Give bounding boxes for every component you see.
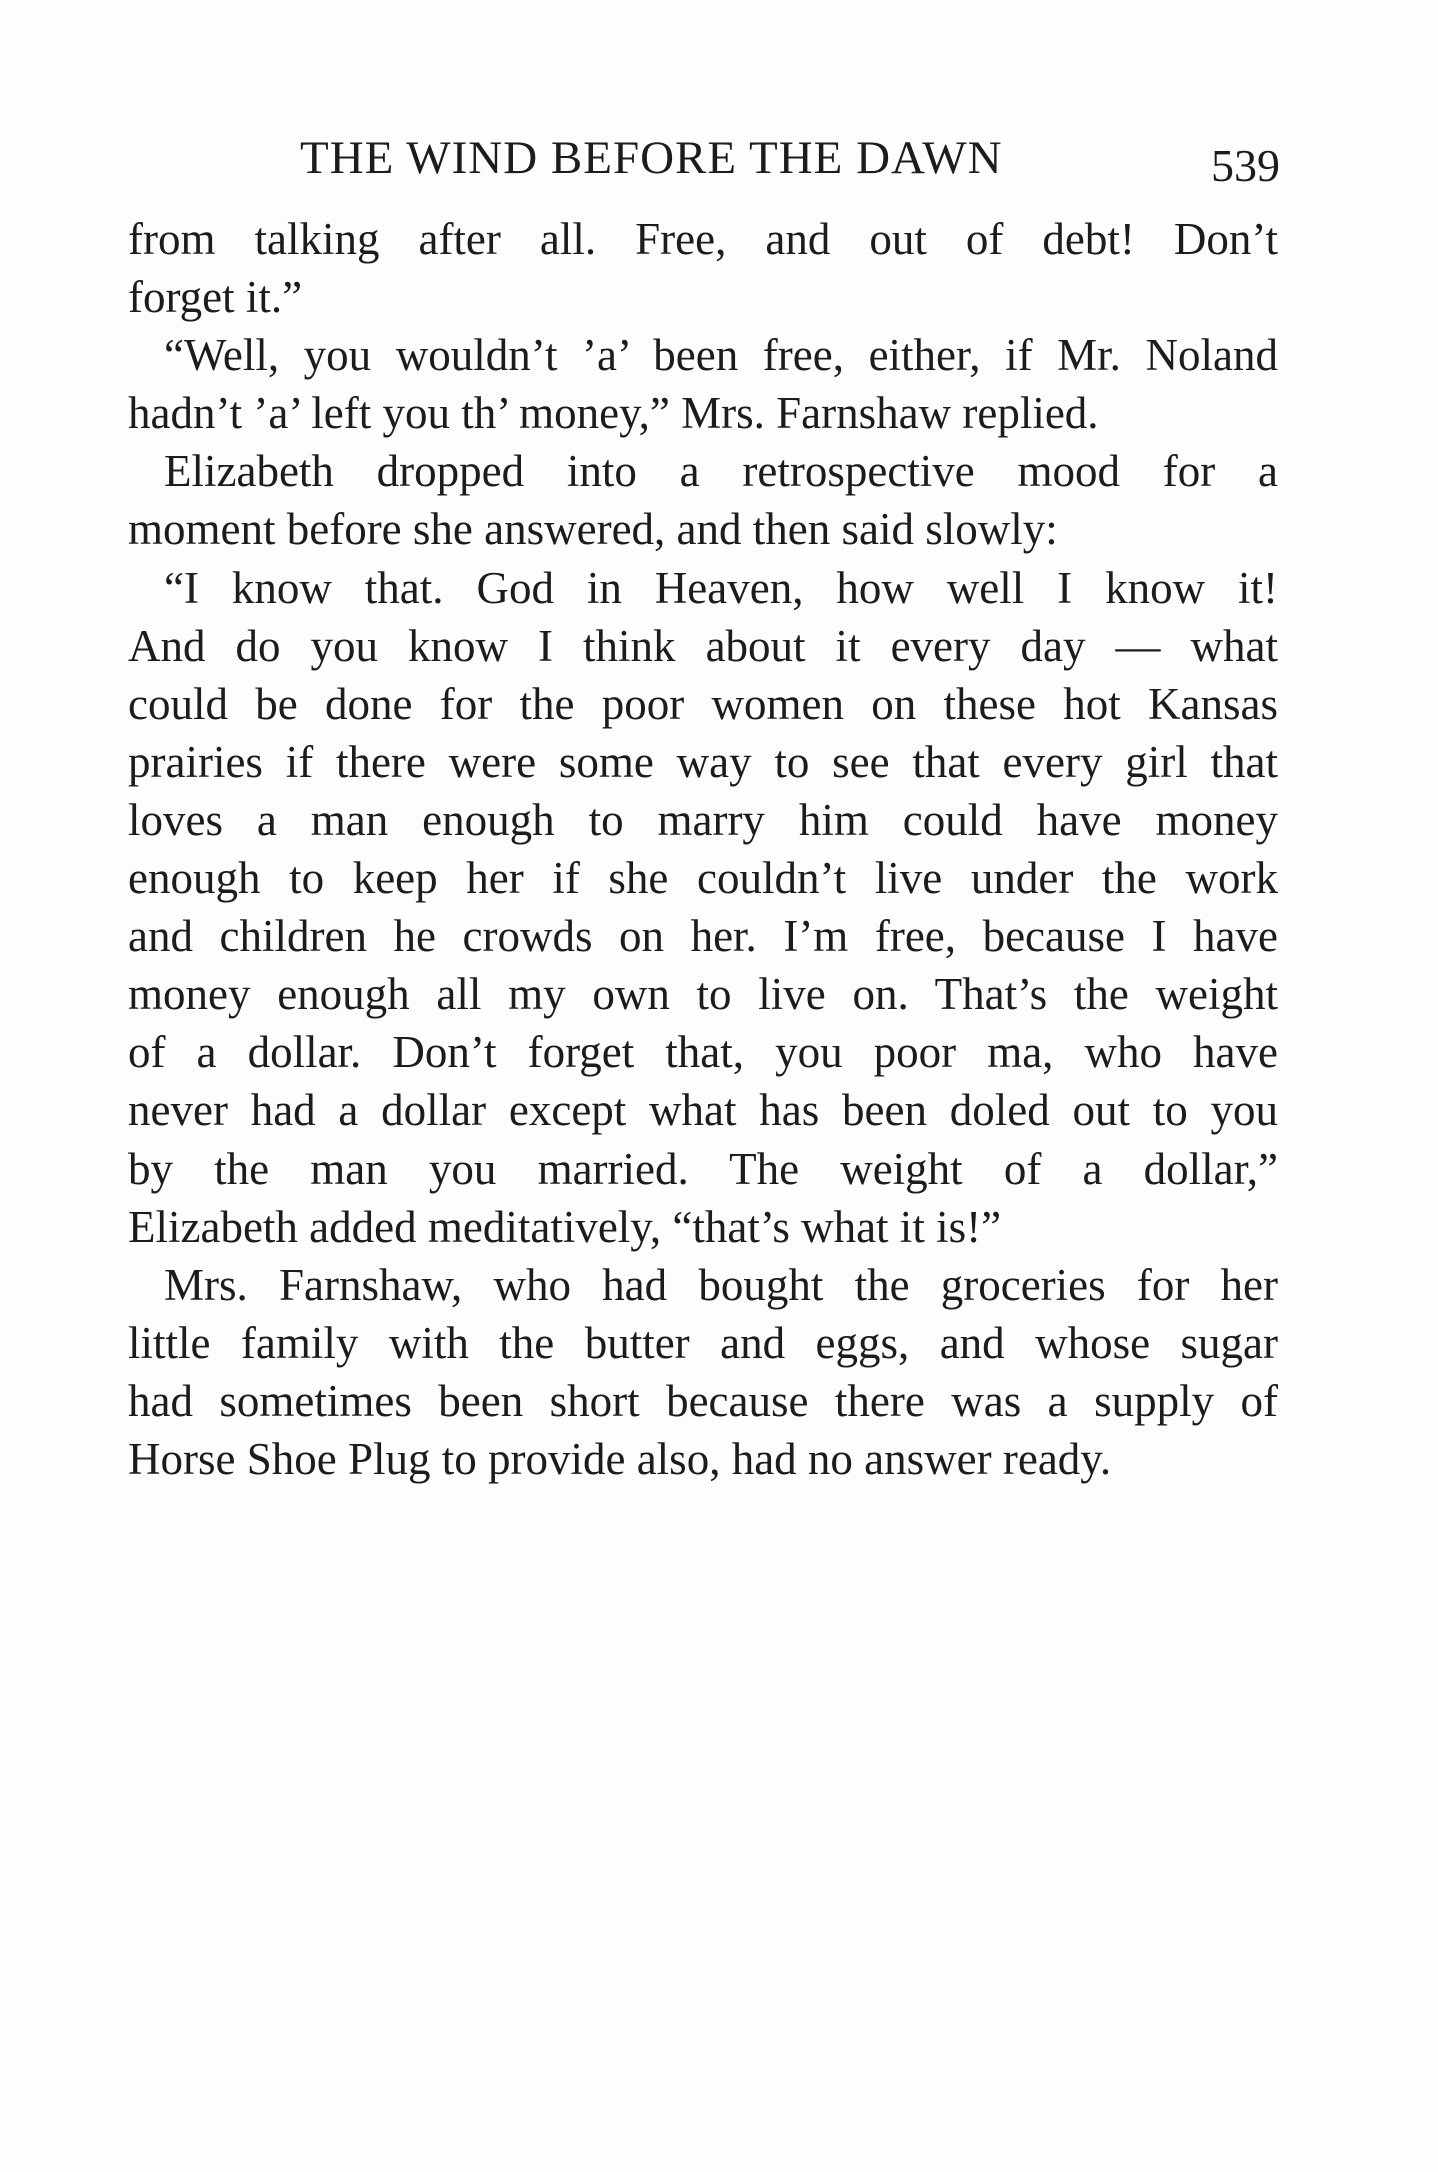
text-line: Elizabeth dropped into a retrospective mood for a <box>164 446 1278 497</box>
text-line: And do you know I think about it every day — what <box>128 620 1278 671</box>
text-line: by the man you married. The weight of a dollar,” <box>128 1143 1278 1194</box>
text-line: never had a dollar except what has been doled out to you <box>128 1085 1278 1136</box>
text-line: loves a man enough to marry him could have money <box>128 794 1278 845</box>
text-line: had sometimes been short because there was a supply of <box>128 1375 1278 1426</box>
body-text <box>128 210 1278 1488</box>
text-line: “Well, you wouldn’t ’a’ been free, either, if Mr. Noland <box>164 330 1278 381</box>
text-line: hadn’t ’a’ left you th’ money,” Mrs. Farnshaw replied. <box>128 388 1099 439</box>
text-line: could be done for the poor women on these hot Kansas <box>128 678 1278 729</box>
text-line: little family with the butter and eggs, and whose sugar <box>128 1317 1278 1368</box>
text-line: of a dollar. Don’t forget that, you poor ma, who have <box>128 1027 1278 1078</box>
text-line: Elizabeth added meditatively, “that’s what it is!” <box>128 1201 1002 1252</box>
page-number: 539 <box>1211 140 1280 191</box>
running-title: THE WIND BEFORE THE DAWN <box>300 132 1003 184</box>
text-line: and children he crowds on her. I’m free, because I have <box>128 911 1278 962</box>
page-header <box>300 128 1280 191</box>
text-line: Mrs. Farnshaw, who had bought the groceries for her <box>164 1259 1278 1310</box>
text-line: moment before she answered, and then said slowly: <box>128 504 1058 555</box>
text-line: from talking after all. Free, and out of debt! Don’t <box>128 214 1278 264</box>
text-line: prairies if there were some way to see that every girl that <box>128 736 1278 787</box>
text-line: forget it.” <box>128 272 303 323</box>
text-line: enough to keep her if she couldn’t live under the work <box>128 853 1278 904</box>
text-line: Horse Shoe Plug to provide also, had no answer ready. <box>128 1433 1112 1484</box>
text-line: money enough all my own to live on. That’s the weight <box>128 969 1278 1020</box>
text-line: “I know that. God in Heaven, how well I know it! <box>164 562 1278 613</box>
